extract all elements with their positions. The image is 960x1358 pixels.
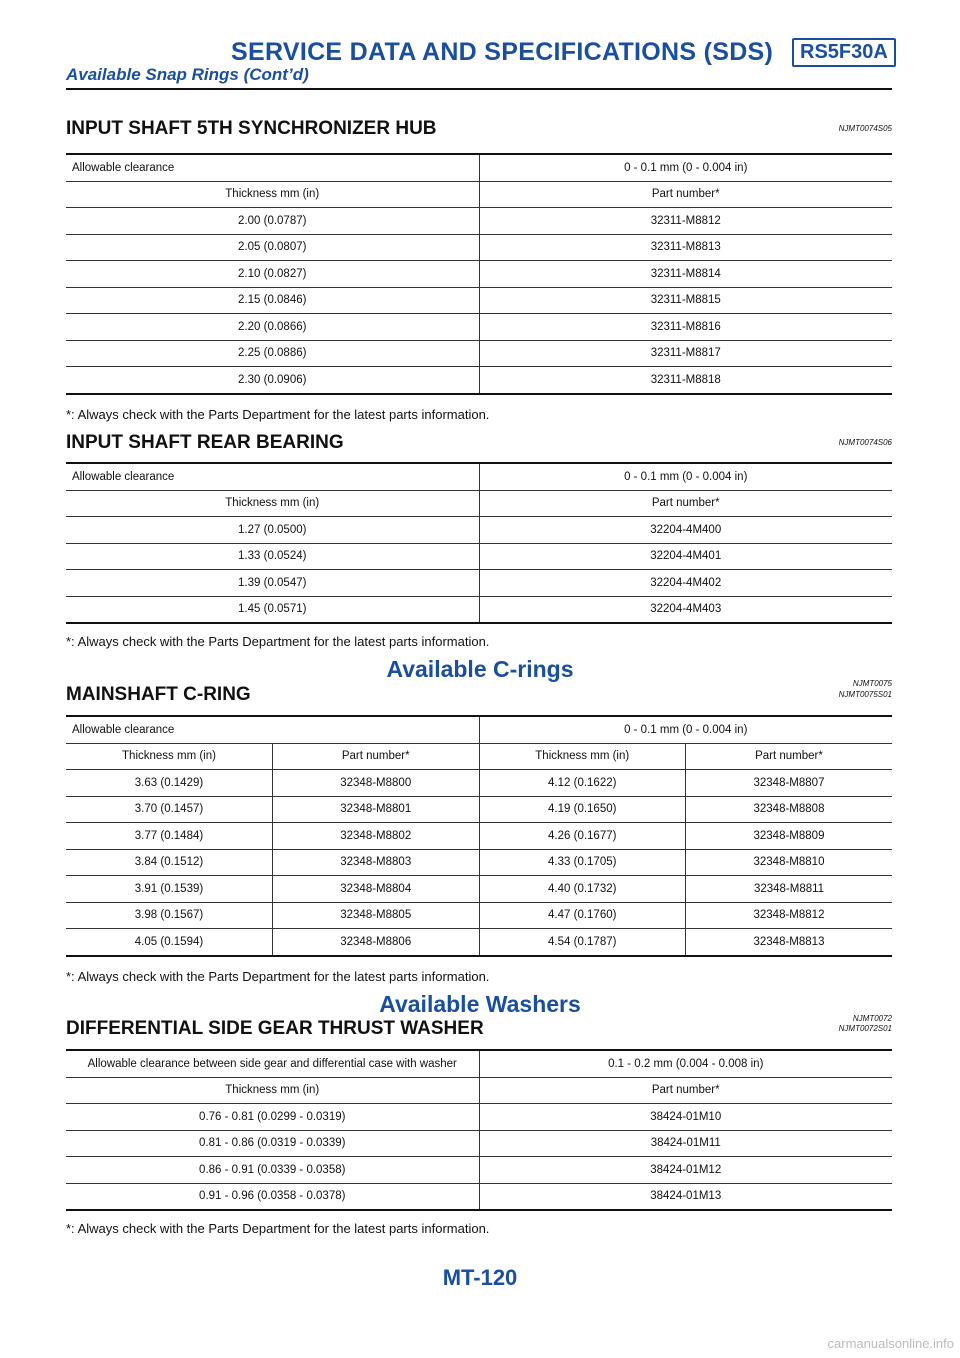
table-cell: 3.84 (0.1512) <box>66 849 273 876</box>
section-title-thrust-washer <box>66 1018 892 1040</box>
table-cell: 4.19 (0.1650) <box>479 796 686 823</box>
table-cell: 32348-M8808 <box>686 796 893 823</box>
group-title-washers: Available Washers <box>379 991 581 1017</box>
table-cell: 32348-M8804 <box>273 876 480 903</box>
table-cell: 1.33 (0.0524) <box>66 543 479 570</box>
table-cell: 4.47 (0.1760) <box>479 902 686 929</box>
column-header: Thickness mm (in) <box>66 490 479 517</box>
synchronizer-hub-table <box>66 153 892 395</box>
group-title-c-rings: Available C-rings <box>386 656 574 682</box>
column-header: Thickness mm (in) <box>66 743 273 770</box>
table-row <box>66 743 892 770</box>
column-header: Thickness mm (in) <box>66 1077 479 1104</box>
table-cell: 32311-M8813 <box>479 234 892 261</box>
group-code: NJMT0075 <box>852 679 892 688</box>
table-cell: 32348-M8806 <box>273 929 480 956</box>
table-cell: 32204-4M402 <box>479 570 892 597</box>
table-cell: 2.25 (0.0886) <box>66 340 479 367</box>
group-code: NJMT0072 <box>852 1014 892 1023</box>
table-row <box>66 287 892 314</box>
table-cell: 1.39 (0.0547) <box>66 570 479 597</box>
header-rule <box>66 88 892 90</box>
thrust-washer-table <box>66 1049 892 1211</box>
table-row <box>66 1104 892 1131</box>
table-cell: 0 - 0.1 mm (0 - 0.004 in) <box>479 463 892 490</box>
table-row <box>66 234 892 261</box>
table-row <box>66 770 892 797</box>
table-cell: 4.40 (0.1732) <box>479 876 686 903</box>
table-cell: 2.10 (0.0827) <box>66 261 479 288</box>
table-cell: 38424-01M13 <box>479 1183 892 1210</box>
table-cell: 32311-M8814 <box>479 261 892 288</box>
mainshaft-c-ring-table <box>66 715 892 957</box>
table-cell: Allowable clearance <box>66 154 479 181</box>
table-cell: 3.91 (0.1539) <box>66 876 273 903</box>
model-badge: RS5F30A <box>792 38 896 67</box>
column-header: Part number* <box>273 743 480 770</box>
page-number: MT-120 <box>442 1265 518 1290</box>
parts-note: *: Always check with the Parts Department for the latest parts information. <box>66 1221 490 1236</box>
section-title-text: INPUT SHAFT 5TH SYNCHRONIZER HUB <box>66 118 437 139</box>
table-row <box>66 570 892 597</box>
table-row <box>66 1183 892 1210</box>
table-cell: 32311-M8816 <box>479 314 892 341</box>
table-row <box>66 367 892 394</box>
table-row <box>66 929 892 956</box>
table-cell: 32311-M8812 <box>479 208 892 235</box>
table-cell: 3.63 (0.1429) <box>66 770 273 797</box>
table-cell: 32348-M8801 <box>273 796 480 823</box>
column-header: Thickness mm (in) <box>479 743 686 770</box>
table-row <box>66 154 892 181</box>
section-title-rear-bearing <box>66 432 892 454</box>
table-cell: 32348-M8813 <box>686 929 893 956</box>
section-title-text: MAINSHAFT C-RING <box>66 684 251 705</box>
header-title: SERVICE DATA AND SPECIFICATIONS (SDS) <box>231 38 774 66</box>
table-cell: 32348-M8802 <box>273 823 480 850</box>
table-row <box>66 208 892 235</box>
table-cell: 32311-M8818 <box>479 367 892 394</box>
section-code: NJMT0074S05 <box>838 124 892 133</box>
table-row <box>66 849 892 876</box>
parts-note: *: Always check with the Parts Department for the latest parts information. <box>66 634 490 649</box>
table-cell: 32348-M8805 <box>273 902 480 929</box>
table-cell: 2.15 (0.0846) <box>66 287 479 314</box>
table-cell: 32311-M8815 <box>479 287 892 314</box>
table-cell: 2.05 (0.0807) <box>66 234 479 261</box>
table-cell: 4.12 (0.1622) <box>479 770 686 797</box>
section-title-synchronizer-hub <box>66 118 892 140</box>
column-header: Part number* <box>479 181 892 208</box>
table-cell: 1.45 (0.0571) <box>66 596 479 623</box>
table-cell: 0.76 - 0.81 (0.0299 - 0.0319) <box>66 1104 479 1131</box>
table-row <box>66 181 892 208</box>
table-row <box>66 876 892 903</box>
table-cell: 4.26 (0.1677) <box>479 823 686 850</box>
table-cell: 32348-M8800 <box>273 770 480 797</box>
table-cell: 38424-01M10 <box>479 1104 892 1131</box>
table-row <box>66 261 892 288</box>
table-cell: 32348-M8812 <box>686 902 893 929</box>
section-code: NJMT0075S01 <box>838 690 892 699</box>
table-cell: 32348-M8809 <box>686 823 893 850</box>
table-row <box>66 543 892 570</box>
column-header: Part number* <box>479 1077 892 1104</box>
table-row <box>66 716 892 743</box>
table-cell: 32311-M8817 <box>479 340 892 367</box>
table-cell: 0.91 - 0.96 (0.0358 - 0.0378) <box>66 1183 479 1210</box>
table-cell: 0 - 0.1 mm (0 - 0.004 in) <box>479 716 892 743</box>
section-title-mainshaft-c-ring <box>66 684 892 706</box>
table-row <box>66 1130 892 1157</box>
table-row <box>66 823 892 850</box>
table-cell: 32348-M8807 <box>686 770 893 797</box>
table-cell: 32204-4M400 <box>479 517 892 544</box>
table-cell: 32348-M8810 <box>686 849 893 876</box>
watermark: carmanualsonline.info <box>827 1336 954 1351</box>
table-cell: 2.20 (0.0866) <box>66 314 479 341</box>
table-cell: Allowable clearance <box>66 463 479 490</box>
table-cell: 3.70 (0.1457) <box>66 796 273 823</box>
table-row <box>66 596 892 623</box>
table-row <box>66 517 892 544</box>
table-cell: 0.86 - 0.91 (0.0339 - 0.0358) <box>66 1157 479 1184</box>
table-row <box>66 796 892 823</box>
table-cell: 0.1 - 0.2 mm (0.004 - 0.008 in) <box>479 1050 892 1077</box>
table-cell: 4.05 (0.1594) <box>66 929 273 956</box>
table-row <box>66 463 892 490</box>
table-row <box>66 1050 892 1077</box>
section-title-text: DIFFERENTIAL SIDE GEAR THRUST WASHER <box>66 1018 484 1039</box>
section-code: NJMT0072S01 <box>838 1024 892 1033</box>
table-cell: 38424-01M11 <box>479 1130 892 1157</box>
table-cell: 0 - 0.1 mm (0 - 0.004 in) <box>479 154 892 181</box>
table-cell: 4.54 (0.1787) <box>479 929 686 956</box>
column-header: Thickness mm (in) <box>66 181 479 208</box>
table-cell: 32204-4M401 <box>479 543 892 570</box>
table-row <box>66 1157 892 1184</box>
header-subtitle: Available Snap Rings (Cont’d) <box>66 65 309 84</box>
section-title-text: INPUT SHAFT REAR BEARING <box>66 432 344 453</box>
table-cell: 3.77 (0.1484) <box>66 823 273 850</box>
table-cell: 32348-M8811 <box>686 876 893 903</box>
table-cell: 32204-4M403 <box>479 596 892 623</box>
table-row <box>66 1077 892 1104</box>
table-cell: Allowable clearance <box>66 716 479 743</box>
column-header: Part number* <box>479 490 892 517</box>
table-cell: 32348-M8803 <box>273 849 480 876</box>
table-cell: 2.30 (0.0906) <box>66 367 479 394</box>
column-header: Part number* <box>686 743 893 770</box>
table-row <box>66 340 892 367</box>
table-cell: Allowable clearance between side gear and differential case with washer <box>66 1050 479 1077</box>
rear-bearing-table <box>66 462 892 624</box>
table-cell: 2.00 (0.0787) <box>66 208 479 235</box>
table-cell: 3.98 (0.1567) <box>66 902 273 929</box>
table-cell: 1.27 (0.0500) <box>66 517 479 544</box>
table-row <box>66 902 892 929</box>
parts-note: *: Always check with the Parts Department for the latest parts information. <box>66 407 490 422</box>
table-row <box>66 490 892 517</box>
table-cell: 38424-01M12 <box>479 1157 892 1184</box>
section-code: NJMT0074S06 <box>838 438 892 447</box>
table-row <box>66 314 892 341</box>
table-cell: 4.33 (0.1705) <box>479 849 686 876</box>
parts-note: *: Always check with the Parts Department for the latest parts information. <box>66 969 490 984</box>
table-cell: 0.81 - 0.86 (0.0319 - 0.0339) <box>66 1130 479 1157</box>
